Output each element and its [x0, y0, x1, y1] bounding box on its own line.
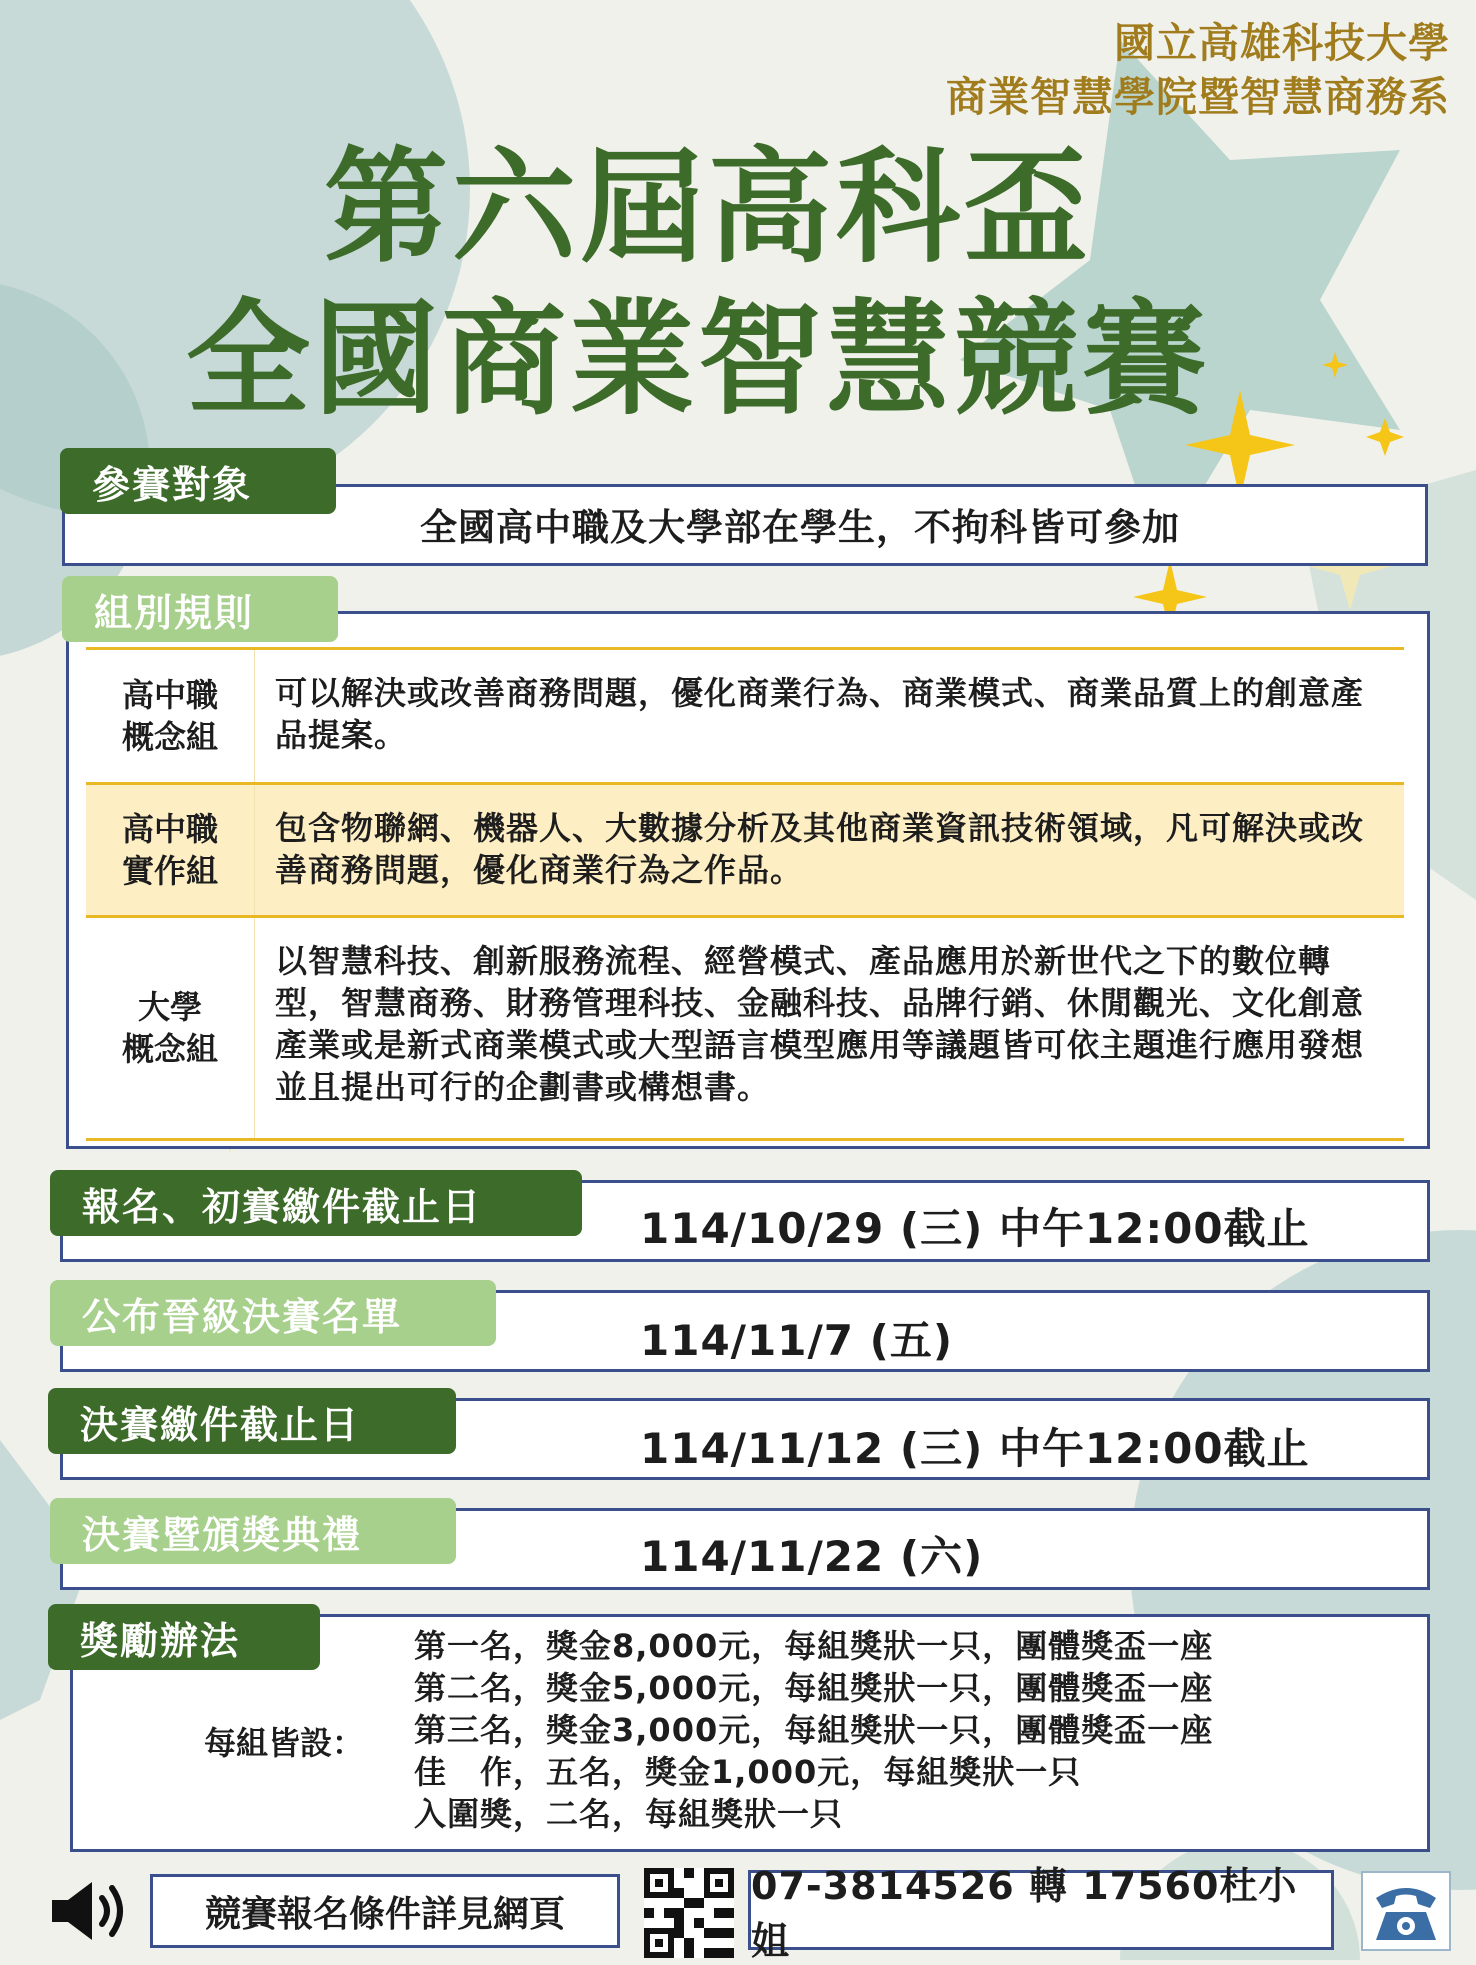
reward-item: 第三名，獎金3,000元，每組獎狀一只，團體獎盃一座 [414, 1711, 1214, 1749]
department-name: 商業智慧學院暨智慧商務系 [946, 73, 1450, 121]
group-description: 可以解決或改善商務問題，優化商業行為、商業模式、商業品質上的創意產品提案。 [275, 674, 1365, 754]
group-row [86, 782, 1404, 915]
reward-item: 第二名，獎金5,000元，每組獎狀一只，團體獎盃一座 [414, 1669, 1214, 1707]
group-description: 以智慧科技、創新服務流程、經營模式、產品應用於新世代之下的數位轉型，智慧商務、財務管理科技、金融科技、品牌行銷、休閒觀光、文化創意產業或是新式商業模式或大型語言模型應用等議題皆可依主題進行應用發想並且提出可行的企劃書或構想書。 [275, 942, 1365, 1106]
group-name [86, 650, 255, 782]
schedule-label: 決賽繳件截止日 [48, 1388, 456, 1454]
schedule-date: 114/10/29 (三) 中午12:00截止 [640, 1204, 1310, 1253]
group-name [86, 785, 255, 915]
group-name-line2: 實作組 [121, 852, 218, 890]
telephone-icon [1356, 1866, 1456, 1956]
schedule-date: 114/11/7 (五) [640, 1316, 954, 1365]
reward-item: 入圍獎，二名，每組獎狀一只 [414, 1795, 844, 1833]
group-description: 包含物聯網、機器人、大數據分析及其他商業資訊技術領域，凡可解決或改善商務問題，優化商業行為之作品。 [275, 809, 1365, 889]
reward-item: 第一名，獎金8,000元，每組獎狀一只，團體獎盃一座 [414, 1627, 1214, 1665]
title-line-1: 第六屆高科盃 [323, 136, 1092, 280]
university-header [946, 16, 1450, 124]
group-name-line1: 大學 [137, 988, 202, 1026]
rewards-prefix: 每組皆設： [204, 1724, 365, 1762]
group-name-line1: 高中職 [121, 676, 218, 714]
rewards-label: 獎勵辦法 [48, 1604, 320, 1670]
contact-phone: 07-3814526 轉 17560杜小姐 [748, 1870, 1334, 1950]
group-row [86, 915, 1404, 1141]
group-name-line2: 概念組 [121, 718, 218, 756]
title-line-2: 全國商業智慧競賽 [185, 288, 1210, 432]
group-name [86, 918, 255, 1138]
university-name: 國立高雄科技大學 [1114, 19, 1450, 67]
qr-code-icon[interactable] [644, 1868, 734, 1958]
groups-label: 組別規則 [62, 576, 338, 642]
participants-text: 全國高中職及大學部在學生，不拘科皆可參加 [420, 506, 1180, 549]
rewards-list [414, 1625, 1213, 1835]
groups-table [86, 647, 1404, 1141]
signup-notice: 競賽報名條件詳見網頁 [150, 1874, 620, 1948]
schedule-date: 114/11/12 (三) 中午12:00截止 [640, 1424, 1310, 1473]
reward-item: 佳 作，五名，獎金1,000元，每組獎狀一只 [414, 1753, 1082, 1791]
speaker-icon [48, 1878, 132, 1944]
group-name-line2: 概念組 [121, 1030, 218, 1068]
schedule-label: 決賽暨頒獎典禮 [50, 1498, 456, 1564]
group-row [86, 647, 1404, 782]
group-name-line1: 高中職 [121, 810, 218, 848]
schedule-label: 公布晉級決賽名單 [50, 1280, 496, 1346]
participants-label: 參賽對象 [60, 448, 336, 514]
schedule-date: 114/11/22 (六) [640, 1532, 984, 1581]
schedule-label: 報名、初賽繳件截止日 [50, 1170, 582, 1236]
